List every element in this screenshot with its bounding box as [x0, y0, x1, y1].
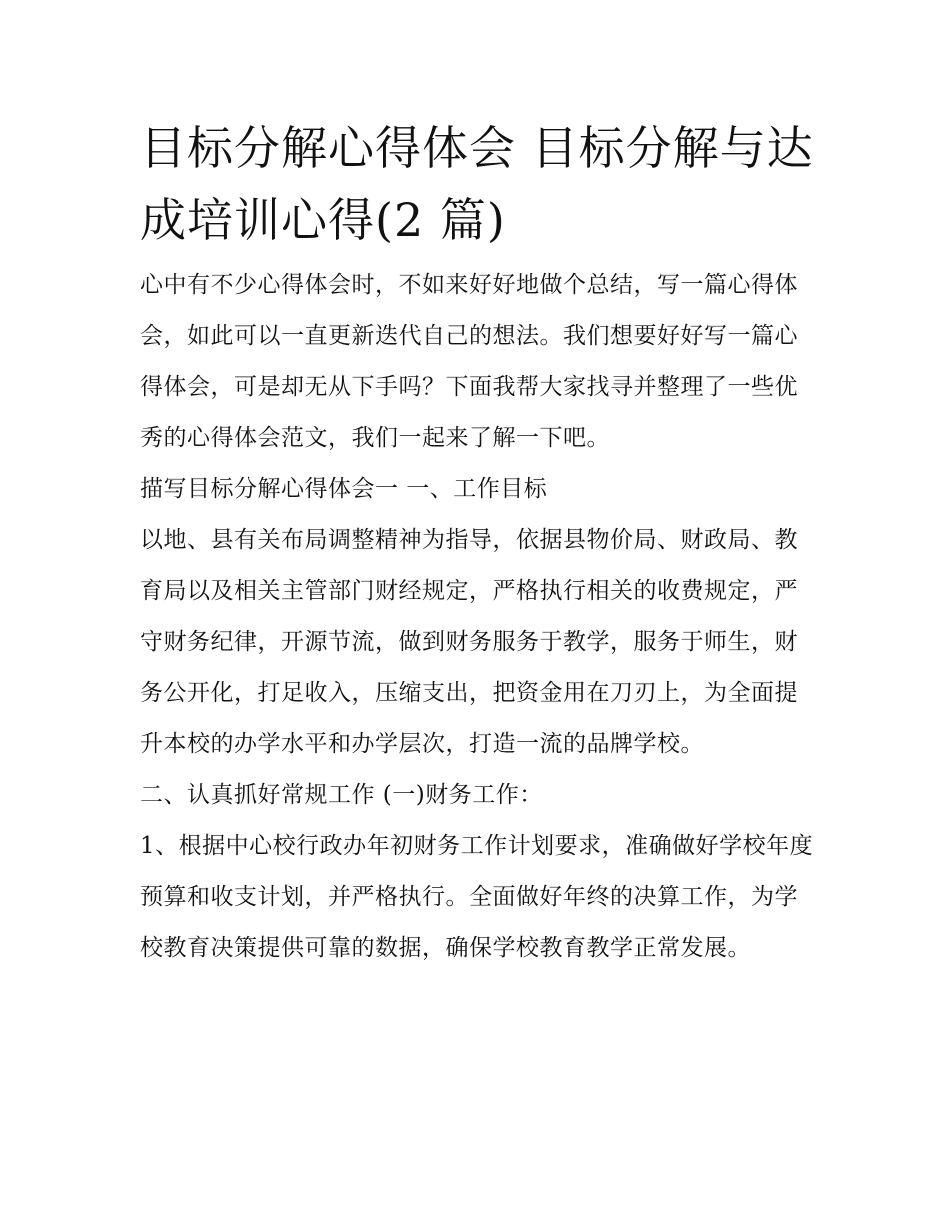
section-heading-work-goals: 描写目标分解心得体会一 一、工作目标 [140, 476, 548, 502]
document-page [140, 112, 815, 974]
intro-paragraph: 心中有不少心得体会时，不如来好好地做个总结，写一篇心得体会，如此可以一直更新迭代自己的想法。我们想要好好写一篇心得体会，可是却无从下手吗？下面我帮大家找寻并整理了一些优秀的心得体会范文，我们一起来了解一下吧。 [140, 272, 798, 451]
finance-item-1: 1、根据中心校行政办年初财务工作计划要求，准确做好学校年度预算和收支计划，并严格执行。全面做好年终的决算工作，为学校教育决策提供可靠的数据，确保学校教育教学正常发展。 [140, 833, 814, 961]
work-goals-paragraph: 以地、县有关布局调整精神为指导，依据县物价局、财政局、教育局以及相关主管部门财经规定，严格执行相关的收费规定，严守财务纪律，开源节流，做到财务服务于教学，服务于师生，财务公开化，打足收入，压缩支出，把资金用在刀刃上，为全面提升本校的办学水平和办学层次，打造一流的品牌学校。 [140, 527, 798, 757]
section-heading-routine-work: 二、认真抓好常规工作 (一)财务工作： [140, 782, 543, 808]
document-title: 目标分解心得体会 目标分解与达成培训心得(2 篇) [140, 121, 814, 247]
